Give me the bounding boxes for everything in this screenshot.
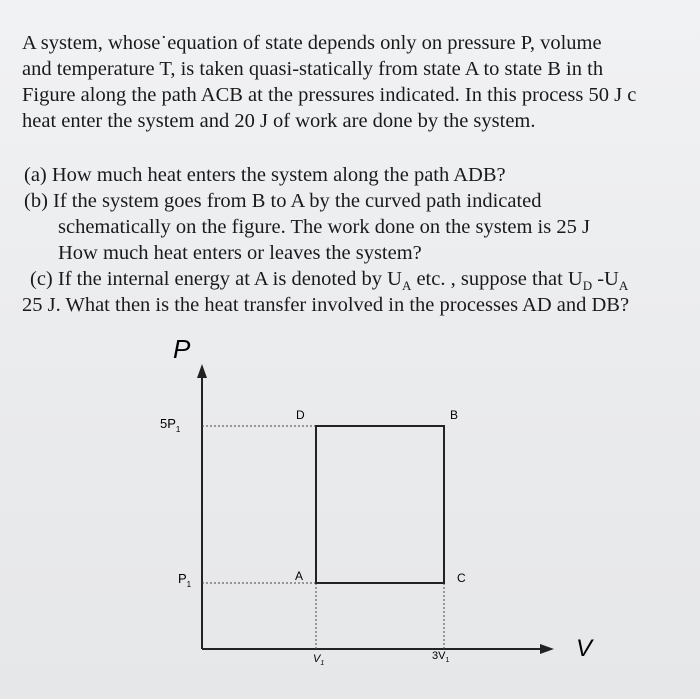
point-d-label: D [296,408,305,422]
question-c-text-3: -U [592,268,619,290]
point-a-label: A [295,569,304,583]
question-b-line-1: (b) If the system goes from B to A by the curved path indicated [24,190,542,212]
intro-line-3: Figure along the path ACB at the pressures indicated. In this process 50 J c [22,84,637,106]
question-c-text: (c) If the internal energy at A is denoted by U [30,268,402,290]
tick-p1: $P_1$ [178,571,192,589]
point-c-label: C [457,571,466,585]
question-a: (a) How much heat enters the system along the path ADB? [24,164,506,186]
question-c-sub-a2: A [618,278,629,294]
tick-3v1: $3V_1$ [432,650,450,664]
p-axis-arrow [197,364,207,378]
intro-line-2: and temperature T, is taken quasi-statically from state A to state B in th [22,58,604,80]
question-b-line-2: schematically on the figure. The work done on the system is 25 J [58,216,590,238]
tick-5p1: $5P_1$ [160,416,181,434]
point-b-label: B [450,408,459,422]
question-c-text-2: etc. , suppose that U [411,268,583,290]
question-b-line-3: How much heat enters or leaves the system? [58,242,422,264]
intro-line-1: A system, whose˙equation of state depends only on pressure P, volume [22,32,602,54]
question-c-line-2: 25 J. What then is the heat transfer involved in the processes AD and DB? [22,294,630,316]
question-c-sub-a: A [401,278,412,294]
tick-v1: $V_1$ [313,653,325,667]
intro-line-4: heat enter the system and 20 J of work are done by the system. [22,110,536,132]
v-axis-arrow [540,644,554,654]
p-axis-label: P [173,334,191,364]
v-axis-label: V [576,635,593,662]
question-c-sub-d: D [582,278,593,294]
process-rectangle [316,426,444,583]
